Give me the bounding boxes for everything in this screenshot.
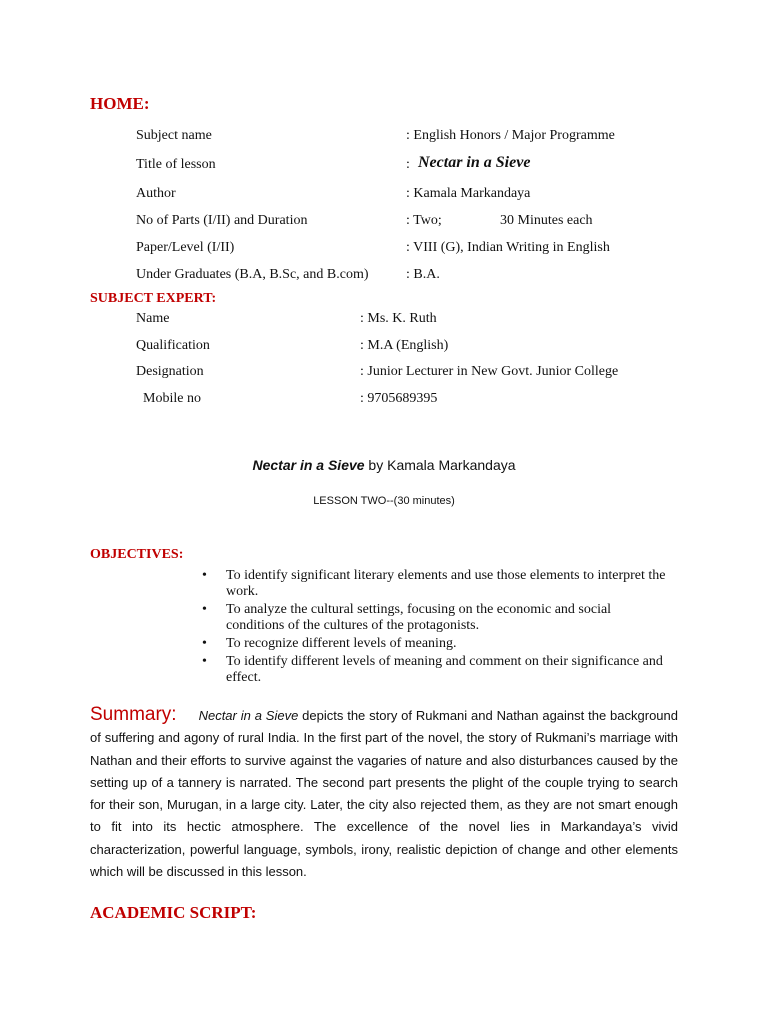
objective-text: To recognize different levels of meaning. — [226, 636, 457, 651]
objectives-heading: OBJECTIVES: — [90, 547, 184, 562]
parts-label: No of Parts (I/II) and Duration — [136, 213, 308, 228]
bullet-icon: • — [202, 602, 207, 617]
lesson-subtitle: LESSON TWO--(30 minutes) — [313, 495, 455, 507]
lesson-title-label: Title of lesson — [136, 157, 216, 172]
bullet-icon: • — [202, 568, 207, 583]
graduates-value: : B.A. — [406, 267, 440, 282]
lesson-heading-book: Nectar in a Sieve — [252, 457, 365, 473]
paper-value: : VIII (G), Indian Writing in English — [406, 240, 610, 255]
list-item — [200, 636, 670, 652]
lesson-heading-author: by Kamala Markandaya — [364, 457, 516, 473]
designation-label: Designation — [136, 364, 204, 379]
duration-value: 30 Minutes each — [500, 213, 593, 228]
subject-name-label: Subject name — [136, 128, 212, 143]
mobile-value: : 9705689395 — [360, 391, 438, 406]
expert-name-value: : Ms. K. Ruth — [360, 311, 437, 326]
author-value: : Kamala Markandaya — [406, 186, 531, 201]
lesson-title-colon: : — [406, 157, 410, 172]
parts-value: : Two; — [406, 213, 442, 228]
summary-book-title: Nectar in a Sieve — [198, 708, 299, 723]
objective-text: To identify significant literary elements and use those elements to interpret the work. — [226, 568, 666, 599]
home-heading: HOME: — [90, 94, 150, 113]
qualification-label: Qualification — [136, 338, 210, 353]
summary-heading: Summary: — [90, 704, 177, 725]
mobile-label: Mobile no — [143, 391, 201, 406]
list-item — [200, 602, 670, 634]
bullet-icon: • — [202, 636, 207, 651]
objectives-list — [200, 568, 670, 688]
summary-paragraph — [90, 704, 678, 883]
objective-text: To analyze the cultural settings, focusing on the economic and social conditions of the cultures of the protagonists. — [226, 602, 612, 633]
bullet-icon: • — [202, 654, 207, 669]
lesson-title-value: Nectar in a Sieve — [418, 154, 531, 171]
expert-heading: SUBJECT EXPERT: — [90, 291, 217, 306]
academic-script-heading: ACADEMIC SCRIPT: — [90, 903, 257, 922]
expert-name-label: Name — [136, 311, 170, 326]
graduates-label: Under Graduates (B.A, B.Sc, and B.com) — [136, 267, 369, 282]
list-item — [200, 654, 670, 686]
subject-name-value: : English Honors / Major Programme — [406, 128, 615, 143]
objective-text: To identify different levels of meaning and comment on their significance and effect. — [226, 654, 663, 685]
author-label: Author — [136, 186, 176, 201]
list-item — [200, 568, 670, 600]
qualification-value: : M.A (English) — [360, 338, 449, 353]
designation-value: : Junior Lecturer in New Govt. Junior College — [360, 364, 619, 379]
summary-text: depicts the story of Rukmani and Nathan against the background of suffering and agony of rural India. In the first part of the novel, the story of Rukmani’s marriage with Nathan and their efforts to survive against the vagaries of nature and also disturbances caused by the setting up of a tannery is narrated. The second part presents the plight of the couple trying to search for their son, Murugan, in a large city. Later, the city also rejected them, as they are not smart enough to fit into its hectic atmosphere. The excellence of the novel lies in Markandaya’s vivid characterization, powerful language, symbols, irony, realistic depiction of change and other elements which will be discussed in this lesson. — [90, 708, 678, 880]
paper-label: Paper/Level (I/II) — [136, 240, 235, 255]
lesson-heading — [0, 457, 768, 473]
